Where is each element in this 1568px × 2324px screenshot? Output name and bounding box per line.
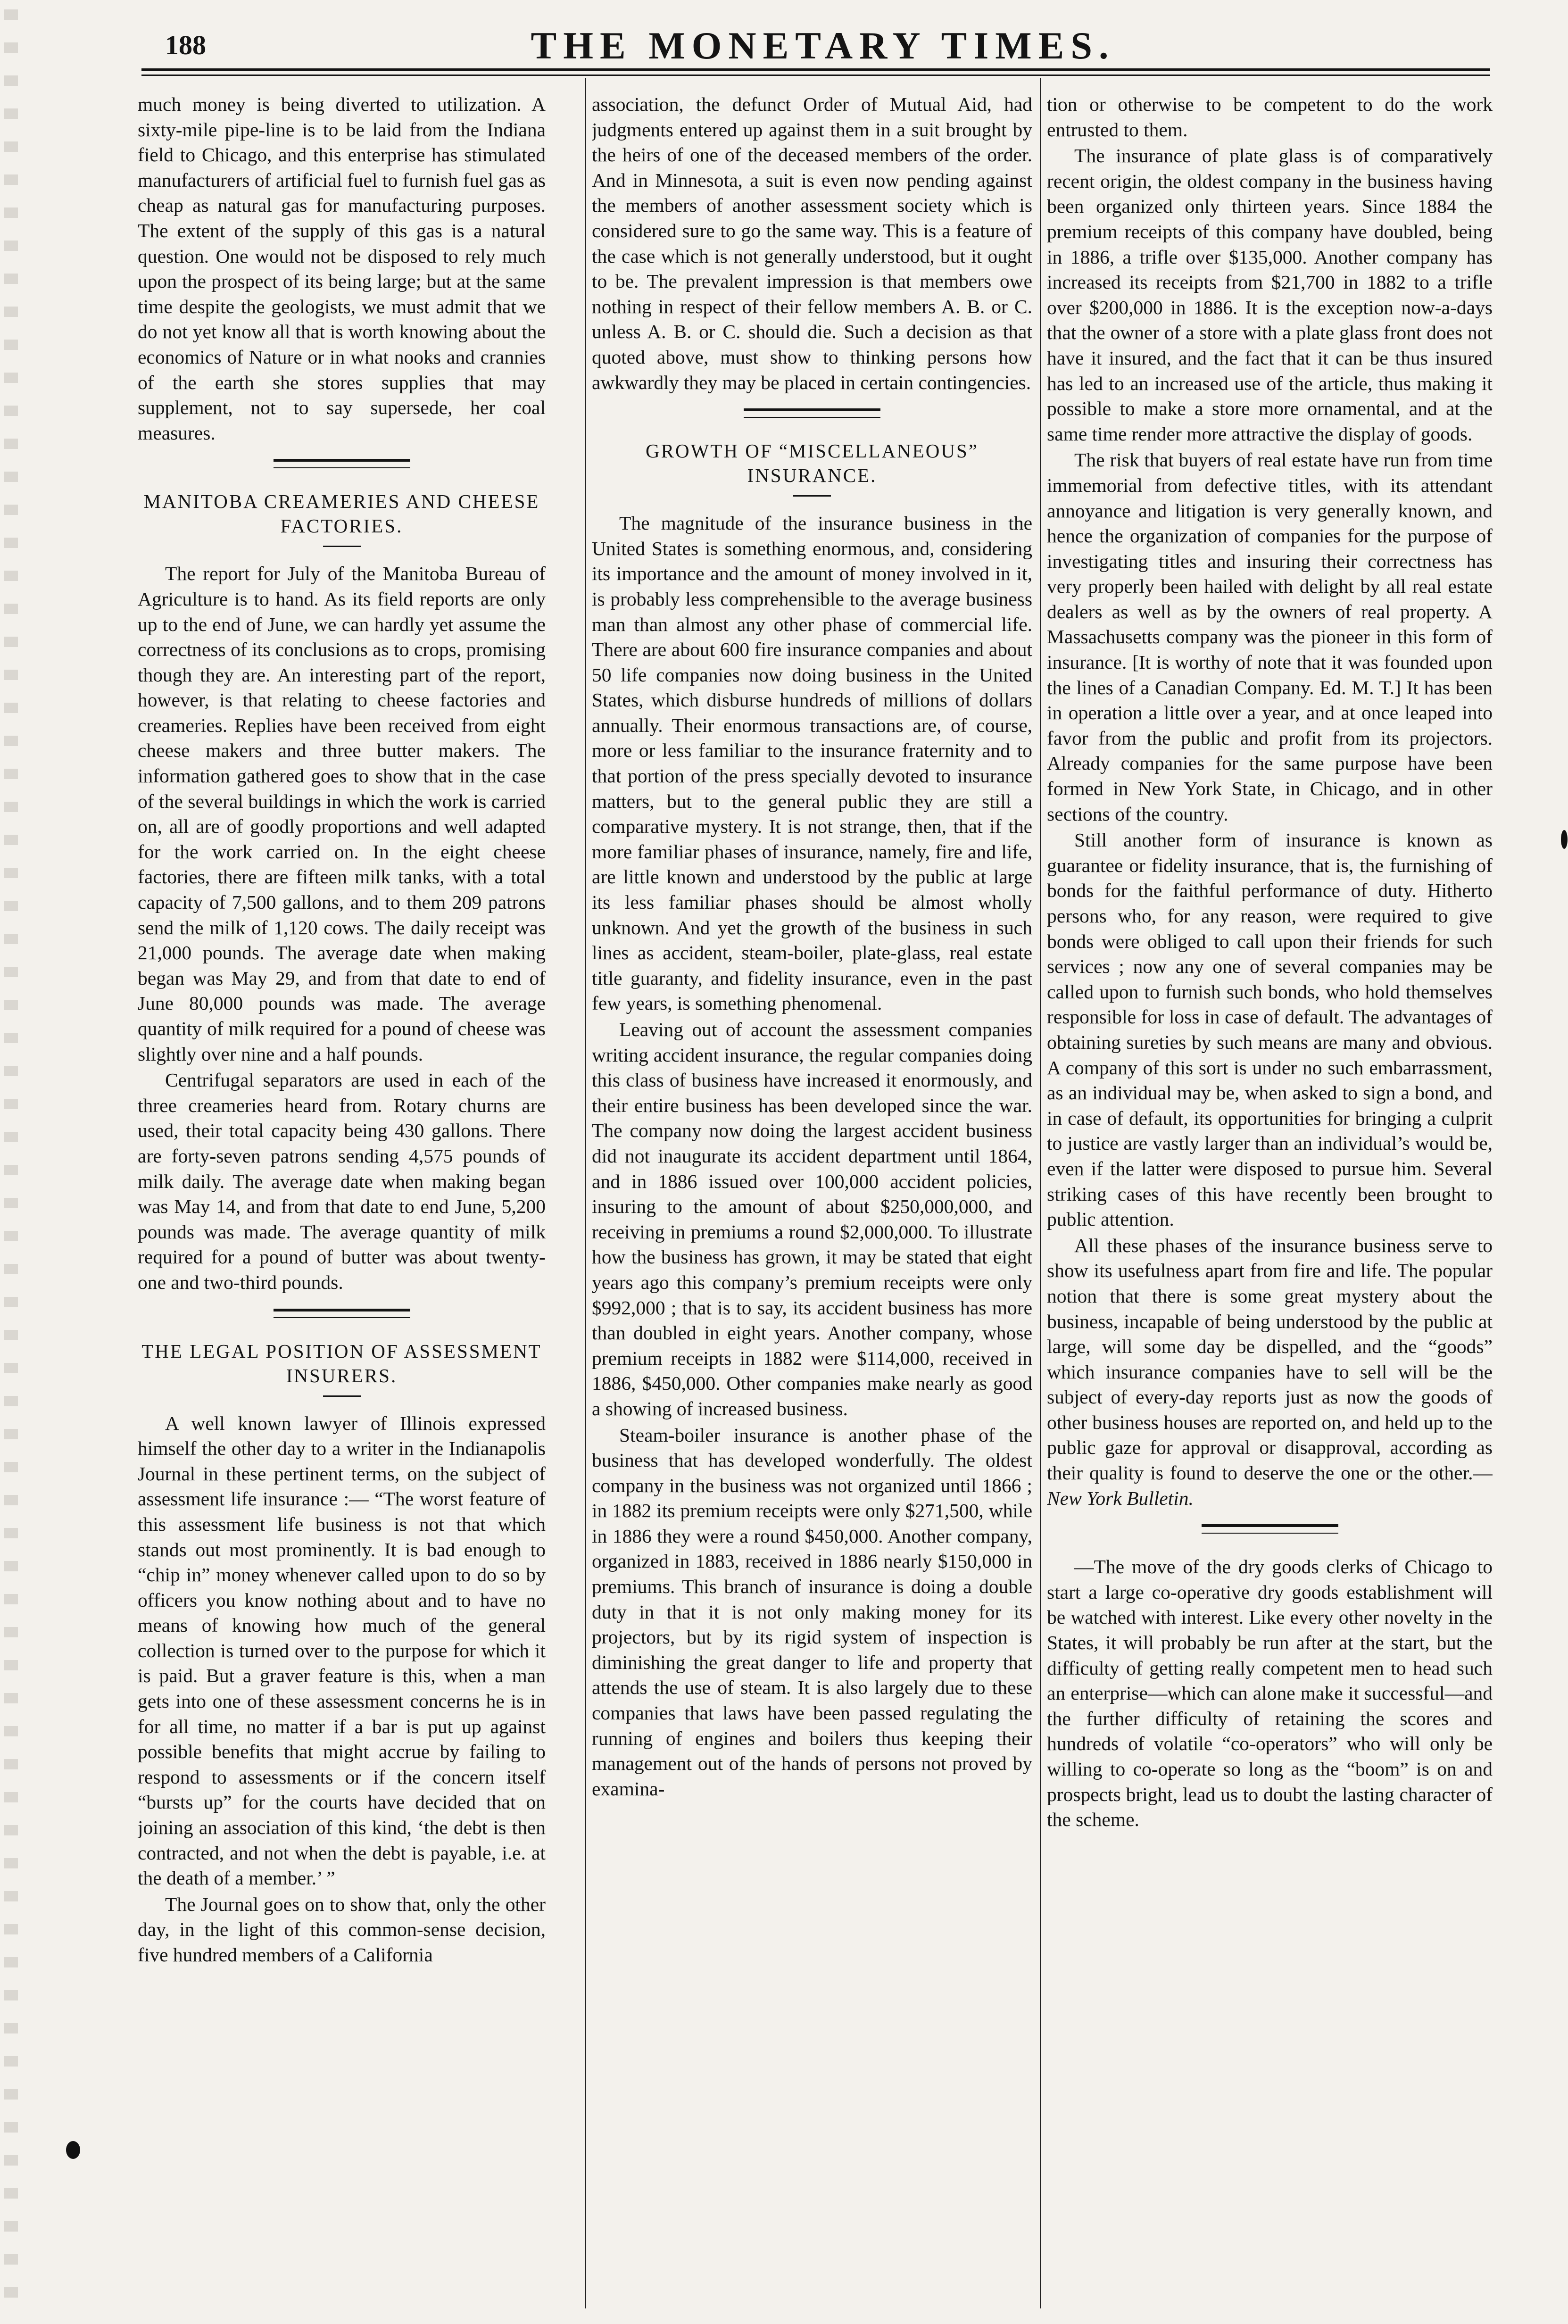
article-paragraph: The Journal goes on to show that, only the other day, in the light of this common-sense decision, five hundred members of a California	[138, 1893, 546, 1966]
headline-rule	[323, 546, 361, 547]
article-paragraph: Steam-boiler insurance is another phase of the business that has developed wonderfully. The oldest company in the business was not organized until 1866 ; in 1882 its premium receipts were only $271,500, while in 1886 they were a round $450,000. Another company, organized in 1883, received in 1886 nearly $150,000 in premiums. This branch of insurance is doing a double duty in that it is not only making money for its projectors, but by its rigid system of inspection is diminishing the great danger to life and property that attends the use of steam. It is also largely due to these companies that laws have been passed regulating the running of engines and boilers thus keeping their management out of the hands of persons not proved by examina-	[592, 1424, 1032, 1800]
article-paragraph: Leaving out of account the assessment companies writing accident insurance, the regular companies doing this class of business have increased it enormously, and their entire business has been developed since the war. The company now doing the largest accident business did not inaugurate its accident department until 1864, and in 1886 issued over 100,000 accident policies, insuring to the amount of about $250,000,000, and receiving in premiums a round $2,000,000. To illustrate how the business has grown, it may be stated that eight years ago this company’s premium receipts were only $992,000 ; that is to say, its accident business has more than doubled in eight years. Another company, whose premium receipts in 1882 were $114,000, received in 1886, $450,000. Other companies make nearly as good a showing of increased business.	[592, 1019, 1032, 1419]
headline-rule	[323, 1395, 361, 1397]
scan-speck	[1561, 830, 1568, 849]
page-number: 188	[165, 30, 206, 60]
header-rule	[141, 68, 1490, 76]
article-paragraph: The report for July of the Manitoba Bureau of Agriculture is to hand. As its field reports are only up to the end of June, we can hardly yet assume the correctness of its conclusions as to crops, promising though they are. An interesting part of the report, however, is that relating to cheese factories and creameries. Replies have been received from eight cheese makers and three butter makers. The information gathered goes to show that in the case of the several buildings in which the work is carried on, all are of goodly proportions and well adapted for the work carried on. In the eight cheese factories, there are fifteen milk tanks, with a total capacity of 7,500 gallons, and to them 209 patrons send the milk of 1,120 cows. The daily receipt was 21,000 pounds. The average date when making began was May 29, and from that date to end of June 80,000 pounds was made. The average quantity of milk required for a pound of cheese was slightly over nine and a half pounds.	[138, 563, 546, 1065]
section-separator	[744, 408, 880, 418]
column-divider-1	[585, 78, 586, 2308]
column-2	[592, 92, 1032, 2313]
article-paragraph: The risk that buyers of real estate have run from time immemorial from defective titles, with its attendant annoyance and litigation is very generally known, and hence the organization of companies for the purpose of investigating titles and insuring their correctness has very properly been hailed with delight by all real estate dealers as well as by the owners of real property. A Massachusetts company was the pioneer in this form of insurance. [It is worthy of note that it was founded upon the lines of a Canadian Company. Ed. M. T.] It has been in operation a little over a year, and at once leaped into favor from the public and profit from its projectors. Already companies for the same purpose have been formed in New York State, in Chicago, and in other sections of the country.	[1047, 449, 1493, 825]
article-gas-paragraph: much money is being diverted to utilization. A sixty-mile pipe-line is to be laid from the Indiana field to Chicago, and this enterprise has stimulated manufacturers of artificial fuel to furnish fuel gas as cheap as natural gas for manufacturing purposes. The extent of the supply of this gas is a natural question. One would not be disposed to rely much upon the prospect of its being large; but at the same time despite the geologists, we must admit that we do not yet know all that is worth knowing about the economics of Nature or in what nooks and crannies of the earth she stores supplies that may supplement, not to say supersede, her coal measures.	[138, 93, 546, 444]
article-paragraph: tion or otherwise to be competent to do the work entrusted to them.	[1047, 93, 1493, 141]
article-paragraph: Still another form of insurance is known as guarantee or fidelity insurance, that is, the furnishing of bonds for the faithful performance of duty. Hitherto persons who, for any reason, were required to give bonds were obliged to call upon their friends for such services ; now any one of several companies may be called upon to furnish such bonds, who hold themselves responsible for loss in case of default. The advantages of obtaining sureties by such means are many and obvious. A company of this sort is under no such embarrassment, as an individual may be, when asked to sign a bond, and in case of default, its opportunities for bringing a culprit to justice are vastly larger than an individual’s would be, even if the latter were disposed to pursue him. Several striking cases of this have recently been brought to public attention.	[1047, 829, 1493, 1230]
article-paragraph: association, the defunct Order of Mutual Aid, had judgments entered up against them in a suit brought by the heirs of one of the deceased members of the order. And in Minnesota, a suit is even now pending against the members of another assessment society which is considered sure to go the same way. This is a feature of the case which is not generally understood, but it ought to be. The prevalent impression is that members owe nothing in respect of their fellow members A. B. or C. unless A. B. or C. should die. Such a decision as that quoted above, must show to thinking persons how awkwardly they may be placed in certain contingencies.	[592, 93, 1032, 393]
article-paragraph	[1047, 1233, 1493, 1511]
headline-manitoba-creameries: MANITOBA CREAMERIES AND CHEESE FACTORIES.	[143, 490, 540, 537]
article-text: All these phases of the insurance business serve to show its usefulness apart from fire and life. The popular notion that there is some great mystery about the business, incapable of being understood by the public at large, will some day be dispelled, and the “goods” which insurance companies have to sell will be the subject of every-day reports just as now the goods of other business houses are reported on, and held up to the public gaze for approval or disapproval, according as their quality is found to deserve the one or the other.—	[1047, 1234, 1493, 1484]
article-paragraph: The insurance of plate glass is of comparatively recent origin, the oldest company in the business having been organized only thirteen years. Since 1884 the premium receipts of this company have doubled, being in 1886, a trifle over $135,000. Another company has increased its receipts from $21,700 in 1882 to a trifle over $200,000 in 1886. It is the exception now-a-days that the owner of a store with a plate glass front does not have it insured, and the fact that it can be thus insured has led to an increased use of the article, thus making it possible to make a store more ornamental, and at the same time render more attractive the display of goods.	[1047, 145, 1493, 445]
scan-edge-marks	[4, 9, 18, 2311]
column-divider-2	[1040, 78, 1041, 2308]
section-separator	[1202, 1524, 1338, 1534]
source-citation: New York Bulletin.	[1047, 1487, 1194, 1509]
headline-legal-position: THE LEGAL POSITION OF ASSESSMENT INSURERS.	[141, 1340, 542, 1386]
headline-rule	[793, 495, 831, 497]
masthead-title: THE MONETARY TIMES.	[531, 24, 1115, 67]
column-3	[1047, 92, 1493, 2313]
section-separator	[274, 1309, 410, 1318]
section-separator	[274, 459, 410, 468]
article-paragraph: A well known lawyer of Illinois expressed himself the other day to a writer in the Indianapolis Journal in these pertinent terms, on the subject of assessment life insurance :— “The worst feature of this assessment life business is not that which stands out most prominently. It is bad enough to “chip in” money whenever called upon to do so by officers you know nothing about and to have no means of knowing how much of the general collection is turned over to the purpose for which it is paid. But a graver feature is this, when a man gets into one of these assessment concerns he is in for all time, no matter if a bar is put up against possible benefits that might accrue by failing to respond to assessments or if the concern itself “bursts up” for the courts have decided that on joining an association of this kind, ‘the debt is then contracted, and not when the debt is payable, i.e. at the death of a member.’ ”	[138, 1412, 546, 1889]
article-chicago-paragraph: —The move of the dry goods clerks of Chicago to start a large co-operative dry goods establishment will be watched with interest. Like every other novelty in the States, it will probably be run after at the start, but the difficulty of getting really competent men to head such an enterprise—which can alone make it successful—and the further difficulty of retaining the scores and hundreds of volatile “co-operators” who will only be willing to co-operate so long as the “boom” is on and prospects bright, lead us to doubt the lasting character of the scheme.	[1047, 1556, 1493, 1831]
article-paragraph: Centrifugal separators are used in each of the three creameries heard from. Rotary churns are used, their total capacity being 430 gallons. There are forty-seven patrons sending 4,575 pounds of milk daily. The average date when making began was May 14, and from that date to end June, 5,200 pounds was made. The average quantity of milk required for a pound of butter was about twenty-one and two-third pounds.	[138, 1069, 546, 1293]
scan-speck	[66, 2141, 80, 2159]
column-1	[138, 92, 546, 2313]
article-paragraph: The magnitude of the insurance business in the United States is something enormous, and, considering its importance and the amount of money involved in it, is probably less comprehensible to the average business man than almost any other phase of commercial life. There are about 600 fire insurance companies and about 50 life companies now doing business in the United States, which disburse hundreds of millions of dollars annually. Their enormous transactions are, of course, more or less familiar to the insurance fraternity and to that portion of the press specially devoted to insurance matters, but to the general public they are still a comparative mystery. It is not strange, then, that if the more familiar phases of insurance, namely, fire and life, are little known and understood by the public at large its less familiar phases should be almost wholly unknown. And yet the growth of the business in such lines as accident, steam-boiler, plate-glass, real estate title guaranty, and fidelity insurance, even in the past few years, is something phenomenal.	[592, 512, 1032, 1014]
page-header	[156, 24, 1490, 75]
headline-growth-miscellaneous-insurance: GROWTH OF “MISCELLANEOUS” INSURANCE.	[646, 440, 979, 487]
